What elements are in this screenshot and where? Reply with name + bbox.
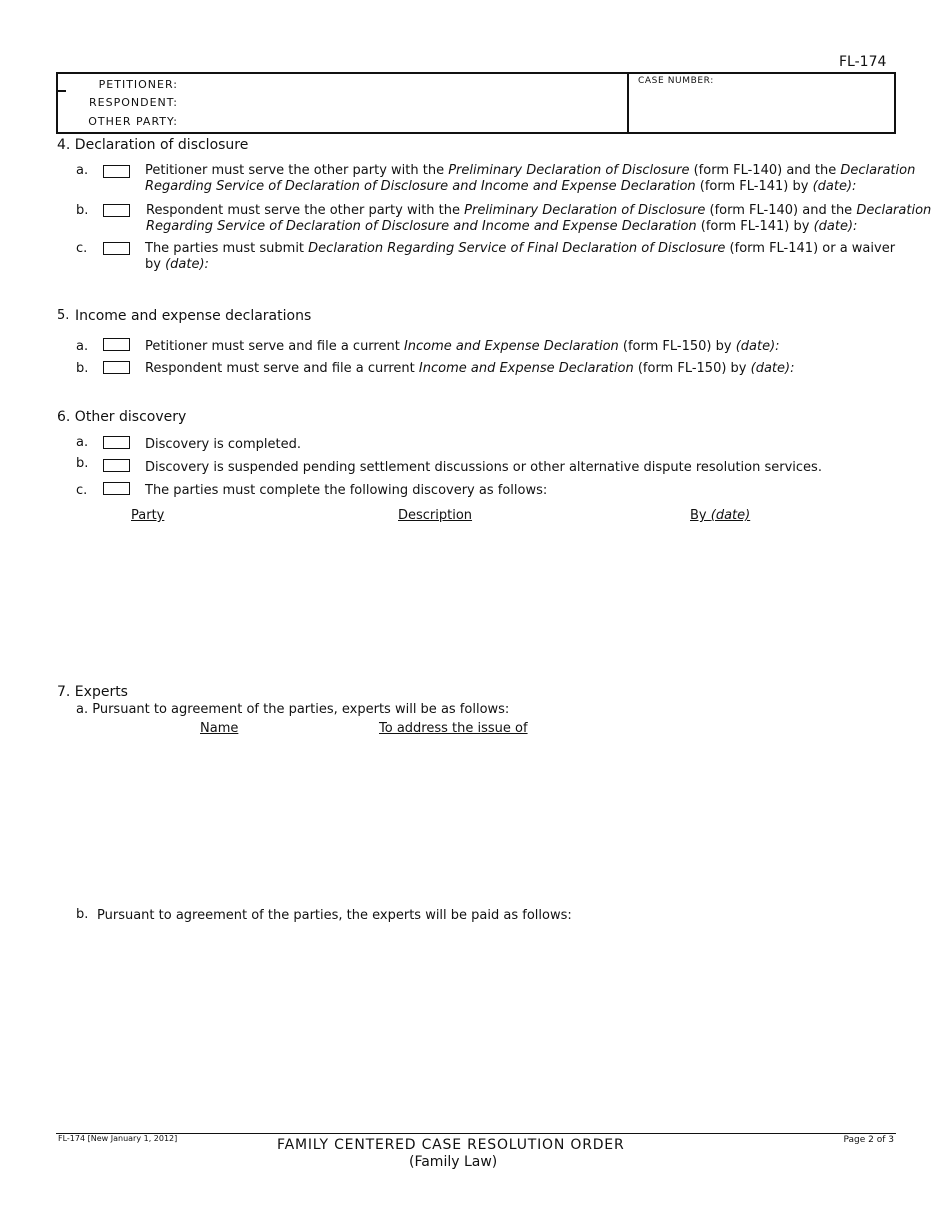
item-4c-letter: c. [76, 241, 88, 256]
item-4b-line2: Regarding Service of Declaration of Disclosure and Income and Expense Declaration (form FL-141) by (date): [146, 219, 858, 234]
item-5a-text: Petitioner must serve and file a current Income and Expense Declaration (form FL-150) by (date): [145, 339, 780, 354]
item-7a-text: a. Pursuant to agreement of the parties, experts will be as follows: [76, 702, 510, 717]
item-6b-checkbox[interactable] [103, 459, 130, 472]
item-5b-text: Respondent must serve and file a current Income and Expense Declaration (form FL-150) by (date): [145, 361, 795, 376]
caption-divider [627, 72, 629, 134]
item-5a-letter: a. [76, 339, 89, 354]
respondent-label: RESPONDENT: [89, 96, 178, 109]
item-4a-line1: Petitioner must serve the other party with the Preliminary Declaration of Disclosure (form FL-140) and the Declaration [145, 163, 916, 178]
case-number-label: CASE NUMBER: [638, 76, 714, 86]
footer-page-number: Page 2 of 3 [843, 1135, 894, 1145]
footer-title: FAMILY CENTERED CASE RESOLUTION ORDER [277, 1137, 625, 1153]
item-5b-letter: b. [76, 361, 89, 376]
section-4-heading: 4. Declaration of disclosure [57, 137, 249, 153]
section-5-heading: Income and expense declarations [75, 308, 312, 324]
discovery-col-description: Description [398, 508, 473, 523]
item-4b-letter: b. [76, 203, 89, 218]
discovery-col-by-date: By (date) [690, 508, 751, 523]
item-4c-line2: by (date): [145, 257, 209, 272]
footer-subtitle: (Family Law) [409, 1154, 498, 1170]
section-6-heading: 6. Other discovery [57, 409, 187, 425]
other-party-label: OTHER PARTY: [88, 115, 178, 128]
caption-box [56, 72, 896, 134]
item-5a-checkbox[interactable] [103, 338, 130, 351]
item-6c-letter: c. [76, 483, 88, 498]
experts-col-name: Name [200, 721, 239, 736]
item-6b-letter: b. [76, 456, 89, 471]
item-4c-line1: The parties must submit Declaration Regarding Service of Final Declaration of Disclosure (form FL-141) or a waiver [145, 241, 896, 256]
item-4a-checkbox[interactable] [103, 165, 130, 178]
item-6a-text: Discovery is completed. [145, 437, 301, 452]
item-6b-text: Discovery is suspended pending settlement discussions or other alternative dispute resolution services. [145, 460, 822, 475]
item-6a-checkbox[interactable] [103, 436, 130, 449]
petitioner-label: PETITIONER: [98, 78, 178, 91]
item-7b-letter: b. [76, 907, 89, 922]
item-5b-checkbox[interactable] [103, 361, 130, 374]
item-4a-line2: Regarding Service of Declaration of Disclosure and Income and Expense Declaration (form FL-141) by (date): [145, 179, 857, 194]
footer-form-revision: FL-174 [New January 1, 2012] [58, 1134, 178, 1143]
experts-col-issue: To address the issue of [379, 721, 528, 736]
item-6c-text: The parties must complete the following discovery as follows: [145, 483, 548, 498]
item-4b-checkbox[interactable] [103, 204, 130, 217]
caption-tick [58, 90, 66, 92]
item-4b-line1: Respondent must serve the other party with the Preliminary Declaration of Disclosure (form FL-140) and the Declaration [146, 203, 932, 218]
item-4c-checkbox[interactable] [103, 242, 130, 255]
section-5-number: 5. [57, 308, 70, 323]
section-7-heading: 7. Experts [57, 684, 128, 700]
item-4a-letter: a. [76, 163, 89, 178]
footer-rule [56, 1133, 896, 1134]
item-7b-text: Pursuant to agreement of the parties, the experts will be paid as follows: [97, 908, 572, 923]
form-id: FL-174 [839, 54, 887, 70]
item-6c-checkbox[interactable] [103, 482, 130, 495]
discovery-col-party: Party [131, 508, 165, 523]
item-6a-letter: a. [76, 435, 89, 450]
